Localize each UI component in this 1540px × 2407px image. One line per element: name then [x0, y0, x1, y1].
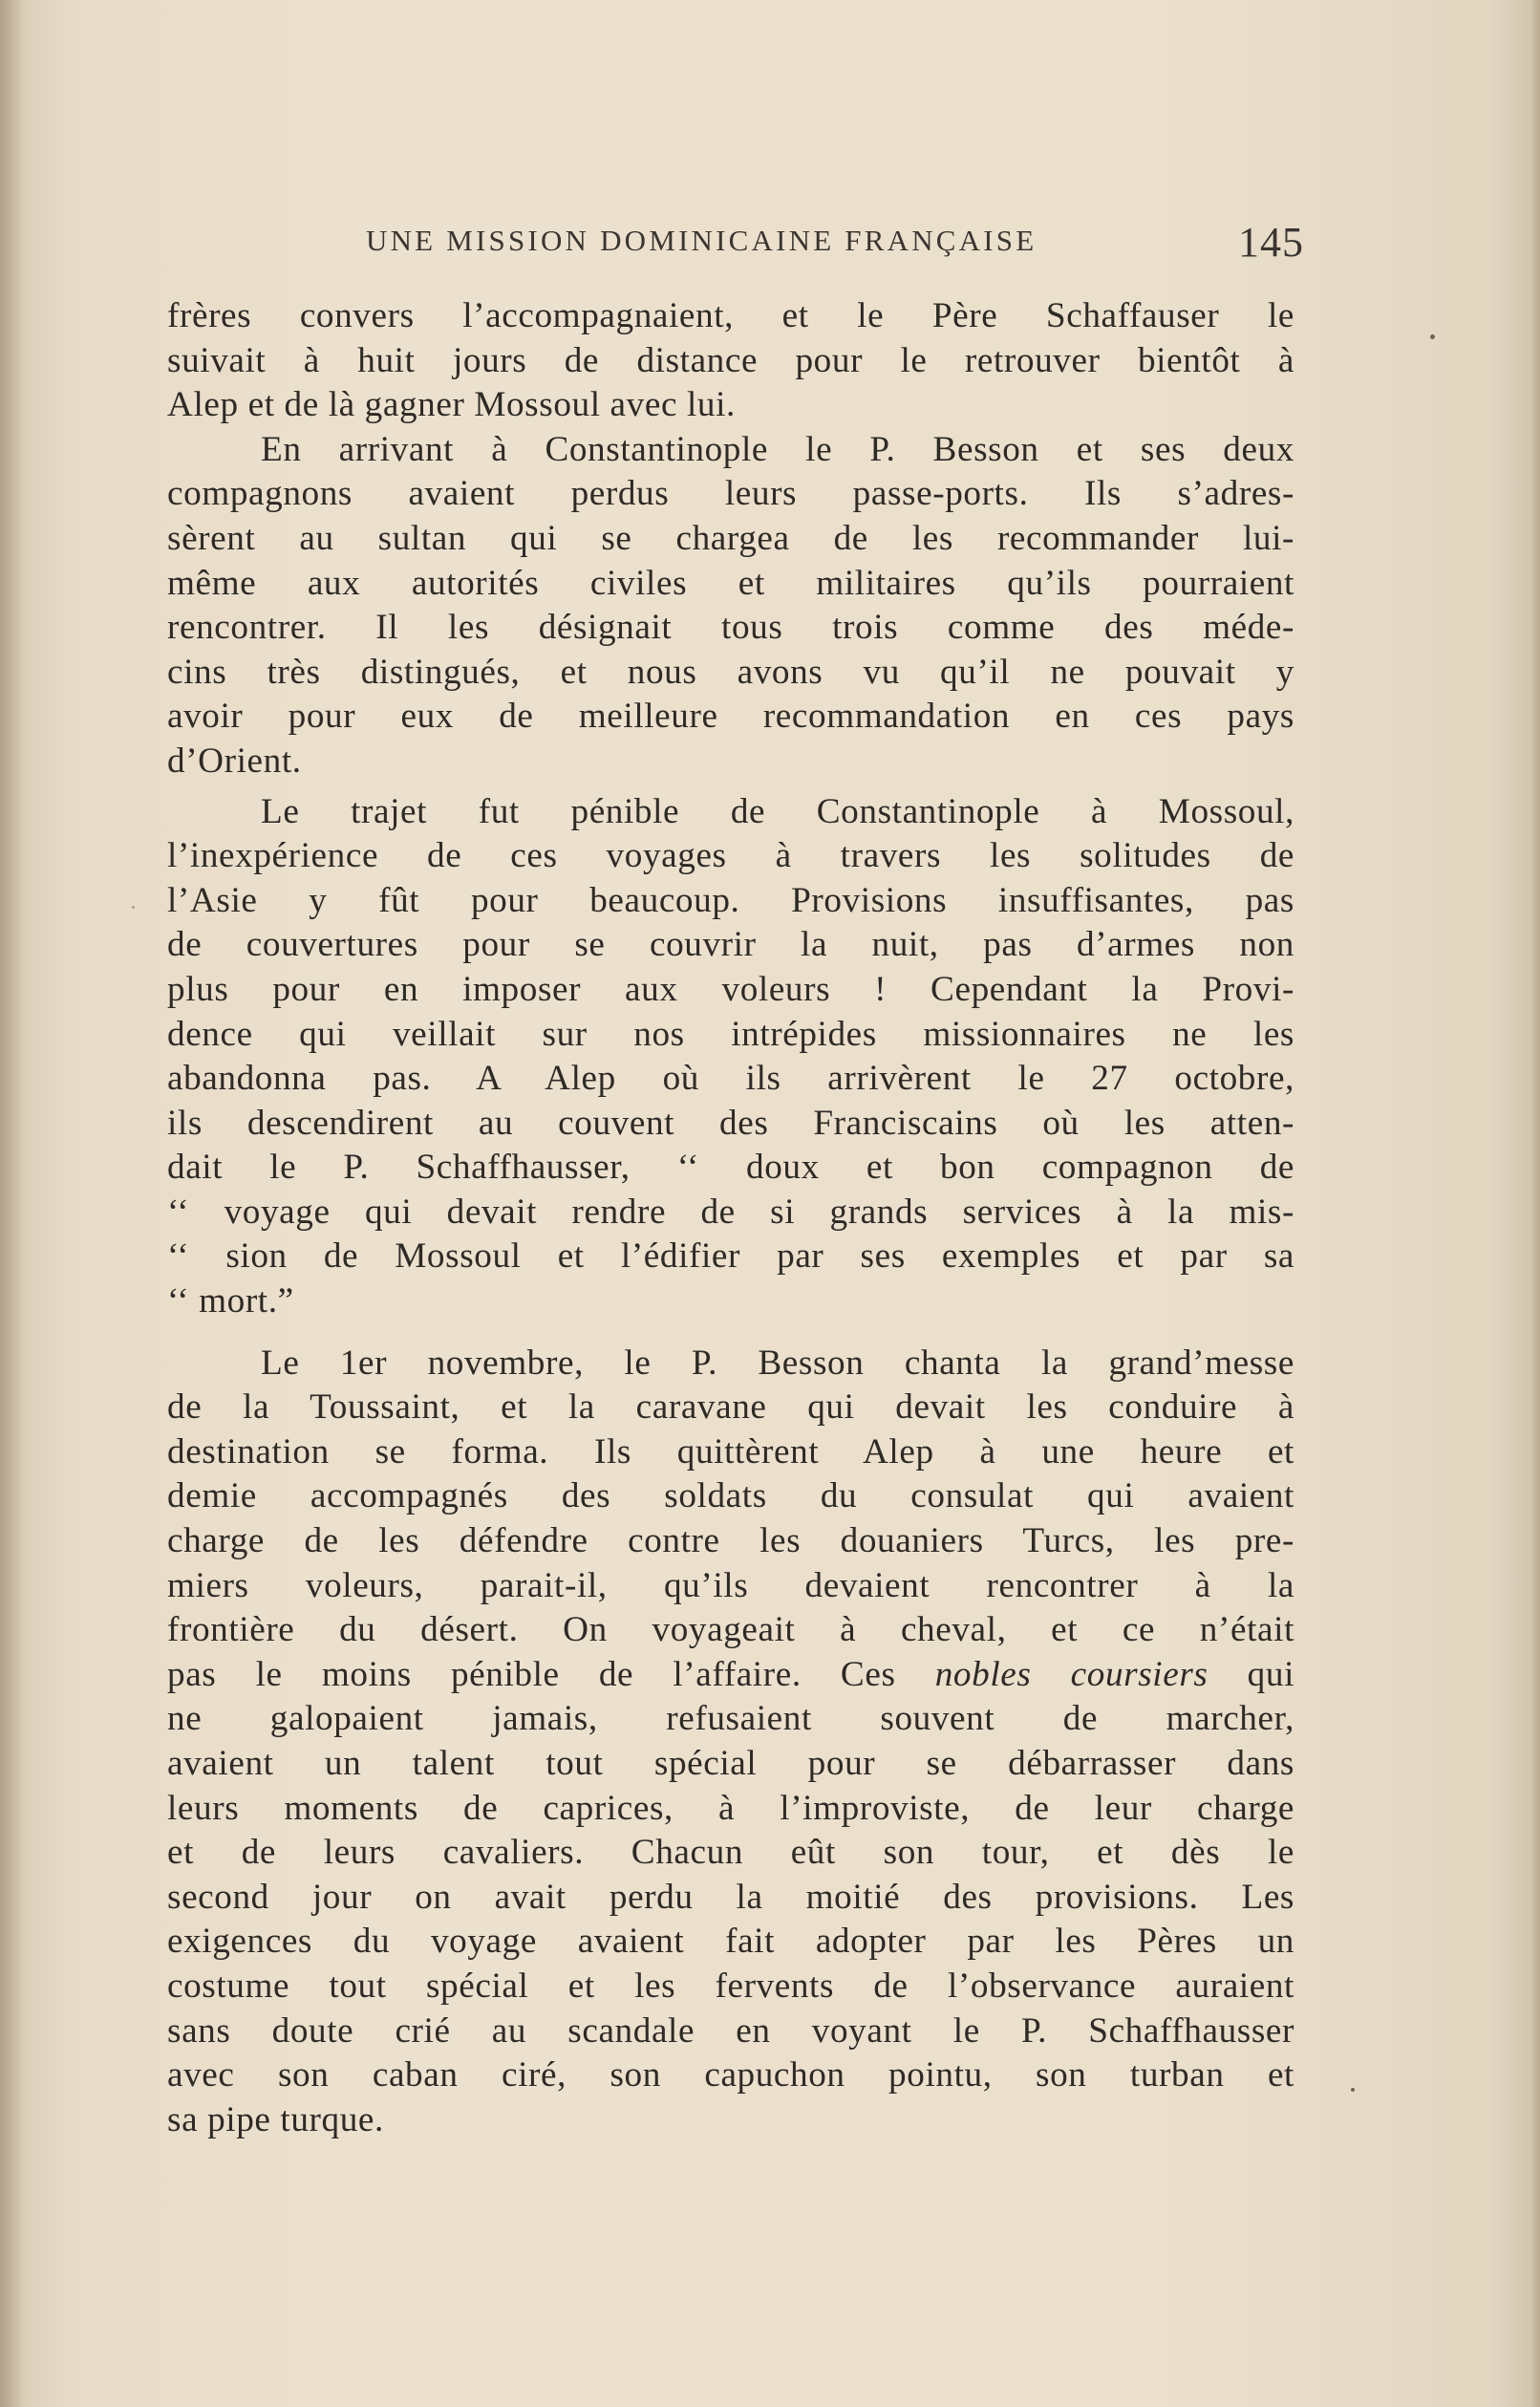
- text-line: En arrivant à Constantinople le P. Besson et ses deux: [261, 429, 1294, 469]
- paragraph-1: [167, 294, 1294, 428]
- text-line: exigences du voyage avaient fait adopter par les Pères un: [167, 1922, 1294, 1962]
- paragraph-4: [167, 1342, 1294, 2143]
- page-edge: [1530, 0, 1540, 2407]
- text-line: avoir pour eux de meilleure recommandation en ces pays: [167, 697, 1294, 737]
- running-head: UNE MISSION DOMINICAINE FRANÇAISE: [366, 224, 1037, 257]
- text-line: Le trajet fut pénible de Constantinople à Mossoul,: [261, 791, 1294, 831]
- text-line: demie accompagnés des soldats du consulat qui avaient: [167, 1476, 1294, 1516]
- text-line: plus pour en imposer aux voleurs ! Cependant la Provi-: [167, 969, 1294, 1009]
- text-line: Alep et de là gagner Mossoul avec lui.: [167, 385, 736, 425]
- text-line: rencontrer. Il les désignait tous trois comme des méde-: [167, 608, 1294, 648]
- text-line: ils descendirent au couvent des Franciscains où les atten-: [167, 1103, 1294, 1143]
- text-line: suivait à huit jours de distance pour le retrouver bientôt à: [167, 340, 1294, 380]
- text-line: charge de les défendre contre les douaniers Turcs, les pre-: [167, 1521, 1294, 1561]
- text-line: sèrent au sultan qui se chargea de les recommander lui-: [167, 518, 1294, 558]
- text-line: abandonna pas. A Alep où ils arrivèrent le 27 octobre,: [167, 1059, 1294, 1099]
- paragraph-3: [167, 790, 1294, 1324]
- spine-shadow: [0, 0, 23, 2407]
- text-line: dait le P. Schaffhausser, ‘‘ doux et bon compagnon de: [167, 1148, 1294, 1188]
- body-text: [167, 294, 1294, 2142]
- text-line: cins très distingués, et nous avons vu qu’il ne pouvait y: [167, 652, 1294, 692]
- text-segment: pas le moins pénible de l’affaire. Ces: [167, 1654, 935, 1694]
- text-line: dence qui veillait sur nos intrépides missionnaires ne les: [167, 1014, 1294, 1054]
- text-line: ‘‘ mort.”: [167, 1281, 294, 1322]
- text-line: de couvertures pour se couvrir la nuit, pas d’armes non: [167, 925, 1294, 965]
- text-line: costume tout spécial et les fervents de l’observance auraient: [167, 1966, 1294, 2006]
- ink-speck: [1351, 2088, 1355, 2092]
- text-line: Le 1er novembre, le P. Besson chanta la grand’messe: [261, 1343, 1294, 1383]
- page-number: 145: [1238, 219, 1304, 266]
- text-line: leurs moments de caprices, à l’improviste, de leur charge: [167, 1788, 1294, 1828]
- text-line-with-italic: [167, 1653, 1294, 1698]
- text-line: même aux autorités civiles et militaires qu’ils pourraient: [167, 563, 1294, 603]
- page-header: [167, 218, 1304, 285]
- text-line: compagnons avaient perdus leurs passe-ports. Ils s’adres-: [167, 474, 1294, 514]
- ink-speck: [1430, 334, 1435, 339]
- text-line: ne galopaient jamais, refusaient souvent de marcher,: [167, 1699, 1294, 1739]
- text-line: ‘‘ voyage qui devait rendre de si grands services à la mis-: [167, 1192, 1294, 1232]
- text-line: second jour on avait perdu la moitié des provisions. Les: [167, 1877, 1294, 1917]
- text-line: miers voleurs, parait-il, qu’ils devaient rencontrer à la: [167, 1565, 1294, 1605]
- paragraph-2: [167, 428, 1294, 784]
- text-line: d’Orient.: [167, 741, 302, 781]
- text-line: et de leurs cavaliers. Chacun eût son tour, et dès le: [167, 1833, 1294, 1873]
- ink-speck: [132, 906, 135, 909]
- text-line: l’Asie y fût pour beaucoup. Provisions insuffisantes, pas: [167, 880, 1294, 920]
- text-segment: qui: [1208, 1654, 1295, 1694]
- text-line: l’inexpérience de ces voyages à travers les solitudes de: [167, 836, 1294, 876]
- text-line: frères convers l’accompagnaient, et le Père Schaffauser le: [167, 296, 1294, 335]
- paragraph-gap: [167, 1324, 1294, 1342]
- text-line: sans doute crié au scandale en voyant le P. Schaffhausser: [167, 2010, 1294, 2051]
- text-line: de la Toussaint, et la caravane qui devait les conduire à: [167, 1387, 1294, 1428]
- text-line: frontière du désert. On voyageait à cheval, et ce n’était: [167, 1610, 1294, 1650]
- text-line: avec son caban ciré, son capuchon pointu, son turban et: [167, 2055, 1294, 2095]
- text-line: avaient un talent tout spécial pour se débarrasser dans: [167, 1744, 1294, 1783]
- text-line: destination se forma. Ils quittèrent Alep à une heure et: [167, 1431, 1294, 1472]
- text-line: ‘‘ sion de Mossoul et l’édifier par ses exemples et par sa: [167, 1236, 1294, 1277]
- italic-phrase: nobles coursiers: [934, 1654, 1208, 1694]
- text-line: sa pipe turque.: [167, 2099, 384, 2139]
